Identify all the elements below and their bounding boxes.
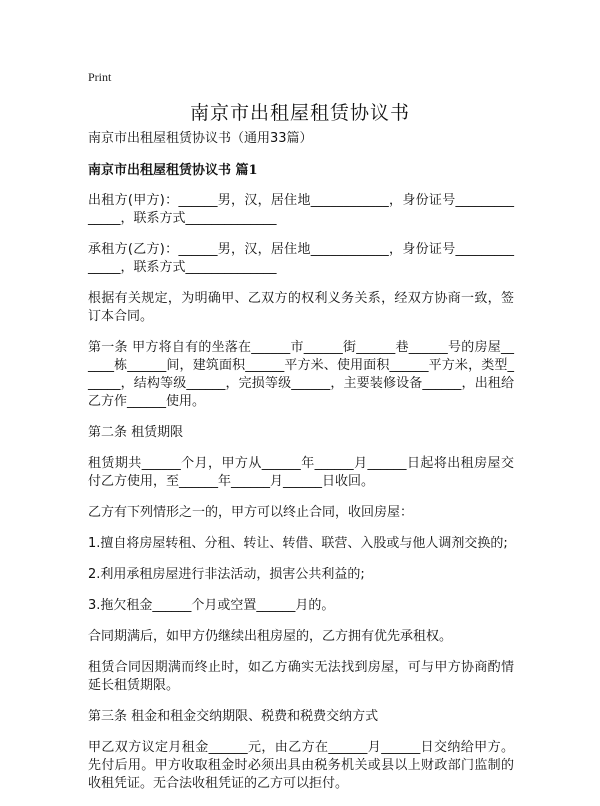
paragraph-termination-1: 1.擅自将房屋转租、分租、转让、转借、联营、入股或与他人调剂交换的; (88, 536, 508, 551)
paragraph-termination-3: 3.拖欠租金______个月或空置______月的。 (88, 598, 335, 613)
document-body (88, 130, 514, 806)
paragraph-rent-payment: 甲乙双方议定月租金______元，由乙方在______月______日交纳给甲方。先付后用。甲方收取租金时必须出具由税务机关或县以上财政部门监制的收租凭证。无合法收租凭证的乙方可以拒付。 (88, 740, 514, 791)
paragraph-termination-2: 2.利用承租房屋进行非法活动，损害公共利益的; (88, 567, 365, 582)
paragraph-extension: 租赁合同因期满而终止时，如乙方确实无法找到房屋，可与甲方协商酌情延长租赁期限。 (88, 660, 514, 693)
page-title: 南京市出租屋租赁协议书 (189, 102, 410, 124)
document-subtitle: 南京市出租屋租赁协议书（通用33篇） (88, 131, 313, 146)
paragraph-lessor: 出租方(甲方)：______男，汉，居住地____________，身份证号______________，联系方式______________ (88, 193, 514, 226)
paragraph-lessee: 承租方(乙方)：______男，汉，居住地____________，身份证号______________，联系方式______________ (88, 242, 514, 275)
paragraph-lease-term: 租赁期共______个月，甲方从______年______月______日起将出租房屋交付乙方使用，至______年______月______日收回。 (88, 456, 514, 489)
paragraph-article-2-heading: 第二条 租赁期限 (88, 425, 184, 440)
paragraph-preamble: 根据有关规定，为明确甲、乙双方的权利义务关系，经双方协商一致，签订本合同。 (88, 291, 514, 324)
paragraph-termination-intro: 乙方有下列情形之一的，甲方可以终止合同，收回房屋： (88, 505, 414, 520)
print-label: Print (88, 70, 112, 84)
paragraph-article-1: 第一条 甲方将自有的坐落在______市______街______巷______号的房屋______栋______间，建筑面积______平方米、使用面积______平方米，类型______，结构等级______，完损等级______，主要装修设备______，出租给乙方作______使用。 (88, 340, 514, 409)
paragraph-article-3-heading: 第三条 租金和租金交纳期限、税费和税费交纳方式 (88, 709, 379, 724)
section-heading: 南京市出租屋租赁协议书 篇1 (88, 163, 258, 178)
paragraph-renewal-priority: 合同期满后，如甲方仍继续出租房屋的，乙方拥有优先承租权。 (88, 629, 453, 644)
